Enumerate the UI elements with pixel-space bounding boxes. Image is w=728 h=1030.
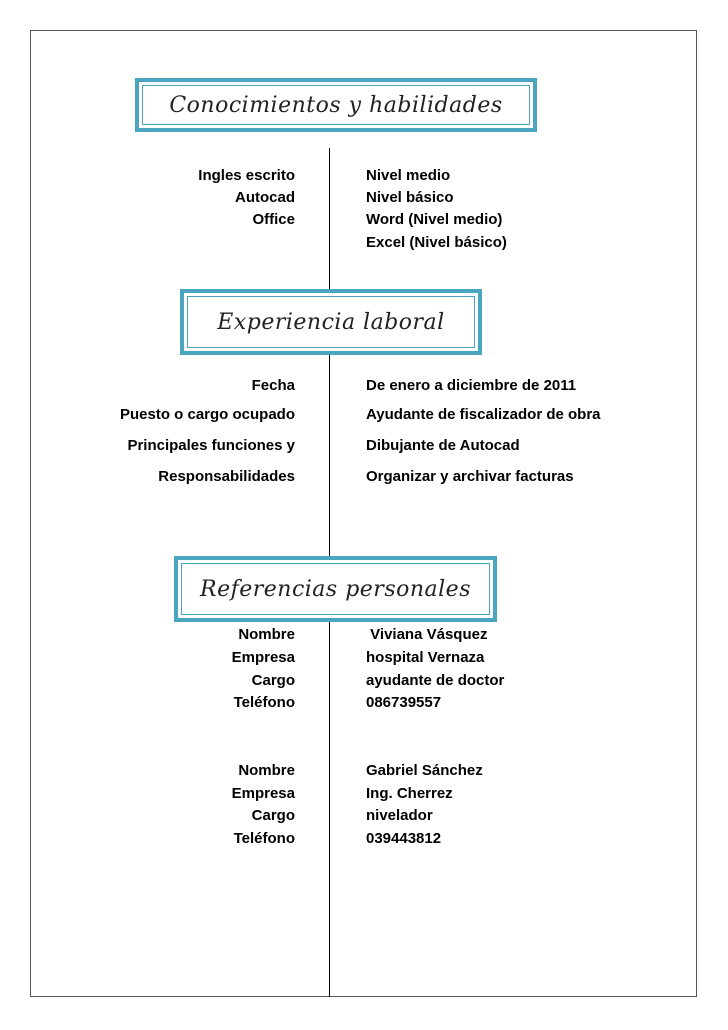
skills-label: Ingles escrito xyxy=(198,167,295,184)
skills-title: Conocimientos y habilidades xyxy=(142,85,530,125)
reference-1-label: Empresa xyxy=(231,649,295,666)
page-frame xyxy=(30,30,697,997)
reference-1-value: 086739557 xyxy=(366,694,442,711)
skills-value: Nivel medio xyxy=(366,167,451,184)
experience-value: Ayudante de fiscalizador de obra xyxy=(366,406,601,423)
experience-label: Puesto o cargo ocupado xyxy=(119,406,295,423)
experience-title: Experiencia laboral xyxy=(187,296,475,348)
reference-2-value: 039443812 xyxy=(366,830,442,847)
reference-1-value: Viviana Vásquez xyxy=(366,626,488,643)
reference-2-label: Cargo xyxy=(251,807,295,824)
skills-value: Nivel básico xyxy=(366,189,454,206)
reference-2-value: nivelador xyxy=(366,807,433,824)
experience-value: De enero a diciembre de 2011 xyxy=(366,377,577,394)
reference-1-label: Nombre xyxy=(238,626,295,643)
references-header xyxy=(174,556,497,622)
reference-2-value: Gabriel Sánchez xyxy=(366,762,483,779)
reference-2-value: Ing. Cherrez xyxy=(366,785,453,802)
references-title: Referencias personales xyxy=(181,563,490,615)
skills-value: Word (Nivel medio) xyxy=(366,211,503,228)
skills-header xyxy=(135,78,537,132)
experience-label: Fecha xyxy=(251,377,295,394)
experience-label: Principales funciones y xyxy=(127,437,295,454)
reference-2-label: Nombre xyxy=(238,762,295,779)
skills-label: Office xyxy=(252,211,295,228)
reference-1-label: Cargo xyxy=(251,672,295,689)
reference-1-value: ayudante de doctor xyxy=(366,672,505,689)
experience-label: Responsabilidades xyxy=(158,468,295,485)
experience-header xyxy=(180,289,482,355)
reference-1-label: Teléfono xyxy=(233,694,295,711)
reference-2-label: Teléfono xyxy=(233,830,295,847)
reference-1-value: hospital Vernaza xyxy=(366,649,485,666)
skills-label: Autocad xyxy=(235,189,295,206)
skills-value: Excel (Nivel básico) xyxy=(366,234,507,251)
experience-value: Organizar y archivar facturas xyxy=(366,468,574,485)
experience-value: Dibujante de Autocad xyxy=(366,437,520,454)
reference-2-label: Empresa xyxy=(231,785,295,802)
